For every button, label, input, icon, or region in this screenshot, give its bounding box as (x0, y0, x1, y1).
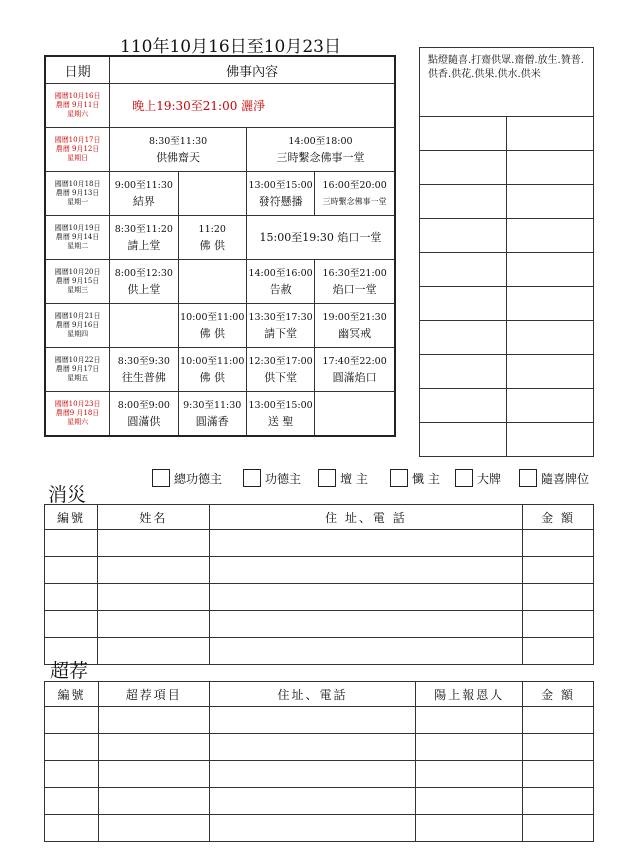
table-cell[interactable] (97, 530, 209, 557)
table-cell[interactable] (98, 761, 209, 788)
event-cell-empty (178, 260, 246, 304)
table-cell[interactable] (97, 557, 209, 584)
offering-cell[interactable] (420, 185, 507, 219)
table-cell[interactable] (45, 761, 99, 788)
table-cell[interactable] (416, 734, 523, 761)
offering-cell[interactable] (506, 219, 593, 253)
table-cell[interactable] (45, 788, 99, 815)
table-cell[interactable] (416, 761, 523, 788)
event-cell: 17:40至22:00 圓滿焰口 (315, 348, 395, 392)
date-cell: 國曆10月23日 農曆9 月18日 星期六 (45, 392, 110, 436)
offering-cell[interactable] (506, 185, 593, 219)
offering-cell[interactable] (506, 389, 593, 423)
event-cell: 9:30至11:30 圓滿香 (178, 392, 246, 436)
table-cell[interactable] (45, 611, 98, 638)
event-cell: 8:30至9:30 往生普佛 (110, 348, 178, 392)
offering-cell[interactable] (420, 219, 507, 253)
column-header: 金 額 (523, 505, 594, 530)
event-cell: 9:00至11:30 結界 (110, 172, 178, 216)
checkbox-icon[interactable] (455, 469, 473, 487)
date-column-header: 日期 (45, 56, 110, 84)
event-cell: 8:30至11:30 供佛齋天 (110, 128, 247, 172)
event-cell: 16:00至20:00 三時繫念佛事一堂 (315, 172, 395, 216)
deliverance-table (44, 681, 594, 842)
event-cell: 14:00至18:00 三時繫念佛事一堂 (246, 128, 395, 172)
event-cell: 10:00至11:00 佛 供 (178, 348, 246, 392)
event-cell: 13:00至15:00 送 聖 (246, 392, 314, 436)
table-cell[interactable] (523, 584, 594, 611)
checkbox-altar-sponsor[interactable]: 壇 主 (318, 469, 368, 487)
event-cell: 8:30至11:20 請上堂 (110, 216, 178, 260)
table-cell[interactable] (209, 638, 522, 665)
column-header: 姓名 (97, 505, 209, 530)
date-cell: 國曆10月20日 農曆 9月15日 星期三 (45, 260, 110, 304)
table-row (45, 611, 594, 638)
ceremony-schedule-table (44, 55, 396, 437)
table-cell[interactable] (209, 584, 522, 611)
table-cell[interactable] (98, 707, 209, 734)
table-cell[interactable] (45, 557, 98, 584)
event-cell: 14:00至16:00 告赦 (246, 260, 314, 304)
checkbox-icon[interactable] (390, 469, 408, 487)
page-title: 110年10月16日至10月23日 (120, 37, 341, 57)
table-cell[interactable] (523, 638, 594, 665)
table-cell[interactable] (523, 611, 594, 638)
table-cell[interactable] (523, 788, 594, 815)
checkbox-chief-patron[interactable]: 總功德主 (152, 469, 222, 487)
table-cell[interactable] (209, 530, 522, 557)
table-row (45, 530, 594, 557)
column-header: 編號 (45, 505, 98, 530)
event-cell: 13:30至17:30 請下堂 (246, 304, 314, 348)
checkbox-icon[interactable] (318, 469, 336, 487)
offering-table (419, 47, 594, 457)
date-cell: 國曆10月19日 農曆 9月14日 星期二 (45, 216, 110, 260)
table-cell[interactable] (209, 557, 522, 584)
table-cell[interactable] (98, 788, 209, 815)
offering-cell[interactable] (506, 321, 593, 355)
table-row (45, 638, 594, 665)
event-cell-empty (110, 304, 178, 348)
table-cell[interactable] (523, 707, 594, 734)
column-header: 金 額 (523, 682, 594, 707)
table-cell[interactable] (523, 557, 594, 584)
offering-cell[interactable] (506, 117, 593, 151)
offering-header: 點燈隨喜.打齋供眾.齋僧.放生.贊普.供香.供花.供果.供水.供米 (420, 48, 594, 117)
deliverance-section-label: 超荐 (50, 660, 89, 682)
table-cell[interactable] (45, 815, 99, 842)
event-cell: 11:20 佛 供 (178, 216, 246, 260)
checkbox-repentance-sponsor[interactable]: 懺 主 (390, 469, 440, 487)
offering-cell[interactable] (506, 287, 593, 321)
event-cell: 12:30至17:00 供下堂 (246, 348, 314, 392)
offering-cell[interactable] (506, 355, 593, 389)
table-row (45, 707, 594, 734)
table-cell[interactable] (209, 788, 416, 815)
event-cell: 晚上19:30至21:00 灑淨 (110, 84, 395, 128)
table-cell[interactable] (45, 530, 98, 557)
event-cell: 15:00至19:30 焰口一堂 (246, 216, 395, 260)
table-cell[interactable] (209, 761, 416, 788)
table-row (45, 584, 594, 611)
table-cell[interactable] (523, 734, 594, 761)
table-cell[interactable] (209, 611, 522, 638)
table-cell[interactable] (209, 707, 416, 734)
checkbox-icon[interactable] (243, 469, 261, 487)
offering-cell[interactable] (420, 151, 507, 185)
offering-cell[interactable] (506, 423, 593, 457)
date-cell: 國曆10月16日 農曆 9月11日 星期六 (45, 84, 110, 128)
date-cell: 國曆10月21日 農曆 9月16日 星期四 (45, 304, 110, 348)
table-cell[interactable] (98, 734, 209, 761)
table-cell[interactable] (97, 611, 209, 638)
checkbox-large-tablet[interactable]: 大牌 (455, 469, 501, 487)
table-row (45, 557, 594, 584)
disaster-table (44, 504, 594, 665)
table-cell[interactable] (209, 734, 416, 761)
event-cell: 10:00至11:00 佛 供 (178, 304, 246, 348)
offering-cell[interactable] (420, 321, 507, 355)
table-row (45, 815, 594, 842)
checkbox-icon[interactable] (152, 469, 170, 487)
event-cell: 16:30至21:00 焰口一堂 (315, 260, 395, 304)
column-header: 住 址、電 話 (209, 505, 522, 530)
offering-cell[interactable] (420, 287, 507, 321)
table-cell[interactable] (416, 815, 523, 842)
offering-cell[interactable] (420, 253, 507, 287)
column-header: 陽上報恩人 (416, 682, 523, 707)
date-cell: 國曆10月18日 農曆 9月13日 星期一 (45, 172, 110, 216)
checkbox-icon[interactable] (519, 469, 537, 487)
column-header: 超荐項目 (98, 682, 209, 707)
content-column-header: 佛事內容 (110, 56, 395, 84)
event-cell-empty (178, 172, 246, 216)
table-row (45, 734, 594, 761)
event-cell: 19:00至21:30 幽冥戒 (315, 304, 395, 348)
date-cell: 國曆10月22日 農曆 9月17日 星期五 (45, 348, 110, 392)
table-cell[interactable] (523, 530, 594, 557)
event-cell: 8:00至9:00 圓滿供 (110, 392, 178, 436)
table-cell[interactable] (45, 584, 98, 611)
table-cell[interactable] (416, 707, 523, 734)
table-cell[interactable] (45, 734, 99, 761)
date-cell: 國曆10月17日 農曆 9月12日 星期日 (45, 128, 110, 172)
disaster-section-label: 消災 (48, 484, 87, 506)
event-cell: 13:00至15:00 發符懸播 (246, 172, 314, 216)
table-cell[interactable] (523, 761, 594, 788)
table-cell[interactable] (45, 707, 99, 734)
checkbox-patron[interactable]: 功德主 (243, 469, 301, 487)
offering-cell[interactable] (420, 117, 507, 151)
offering-cell[interactable] (420, 389, 507, 423)
table-cell[interactable] (523, 815, 594, 842)
event-cell-empty (315, 392, 395, 436)
table-cell[interactable] (97, 638, 209, 665)
table-cell[interactable] (416, 788, 523, 815)
table-cell[interactable] (98, 815, 209, 842)
table-cell[interactable] (97, 584, 209, 611)
table-row (45, 761, 594, 788)
offering-cell[interactable] (506, 151, 593, 185)
offering-cell[interactable] (506, 253, 593, 287)
table-row (45, 788, 594, 815)
offering-cell[interactable] (420, 355, 507, 389)
event-cell: 8:00至12:30 供上堂 (110, 260, 178, 304)
checkbox-memorial-tablet[interactable]: 隨喜牌位 (519, 469, 589, 487)
column-header: 編號 (45, 682, 99, 707)
table-cell[interactable] (209, 815, 416, 842)
column-header: 住址、電話 (209, 682, 416, 707)
offering-cell[interactable] (420, 423, 507, 457)
